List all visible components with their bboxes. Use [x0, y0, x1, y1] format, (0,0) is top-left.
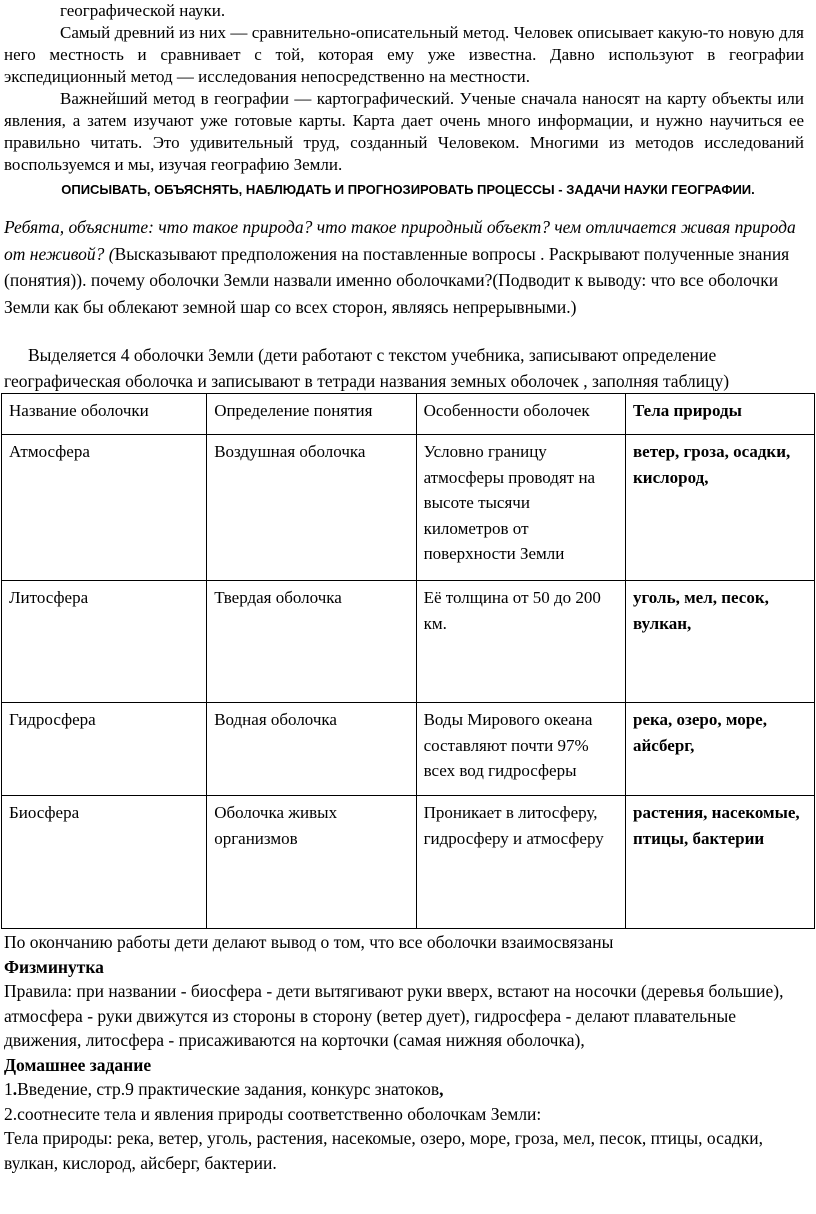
homework-item-1-number: 1 — [4, 1079, 13, 1099]
homework-title: Домашнее задание — [4, 1054, 152, 1075]
earth-spheres-table — [1, 393, 815, 929]
header-cell: Название оболочки — [2, 394, 207, 435]
homework-item-1-comma: , — [439, 1079, 444, 1099]
header-cell: Особенности оболочек — [416, 394, 625, 435]
table-cell: Атмосфера — [2, 435, 207, 581]
homework-item-3: Тела природы: река, ветер, уголь, растения, насекомые, озеро, море, гроза, мел, песок, птицы, осадки, вулкан, кислород, айсберг, бактерии. — [4, 1128, 763, 1173]
table-cell: растения, насекомые, птицы, бактерии — [625, 796, 814, 929]
table-cell: Оболочка живых организмов — [207, 796, 416, 929]
table-cell: река, озеро, море, айсберг, — [625, 703, 814, 796]
question-italic: Ребята, объясните: что такое природа? что такое природный объект? чем отличается живая природа от неживой? ( — [4, 217, 796, 264]
question-normal: Высказывают предположения на поставленные вопросы . Раскрывают полученные знания (понятия)). почему оболочки Земли назвали именно оболочками?(Подводит к выводу: что все оболочки Земли как бы облекают земной шар со всех сторон, являясь непрерывными.) — [4, 243, 790, 317]
homework-item-1-dot: . — [12, 1079, 18, 1099]
table-cell: Твердая оболочка — [207, 581, 416, 703]
table-cell: Литосфера — [2, 581, 207, 703]
fizminutka-title: Физминутка — [4, 956, 104, 977]
table-cell: Воздушная оболочка — [207, 435, 416, 581]
table-cell: Воды Мирового океана составляют почти 97% всех вод гидросферы — [416, 703, 625, 796]
homework-item-1-text: Введение, стр.9 практические задания, конкурс знатоков — [17, 1079, 440, 1099]
section-heading: ОПИСЫВАТЬ, ОБЪЯСНЯТЬ, НАБЛЮДАТЬ И ПРОГНОЗИРОВАТЬ ПРОЦЕССЫ - ЗАДАЧИ НАУКИ ГЕОГРАФИИ. — [61, 182, 755, 197]
table-cell: Биосфера — [2, 796, 207, 929]
table-row — [2, 796, 815, 929]
paragraph-descriptive-method: Самый древний из них — сравнительно-описательный метод. Человек описывает какую-то новую для него местность и сравнивает с той, которая ему уже известна. Давно используют в географии экспедиционный метод — исследования непосредственно на местности. — [4, 23, 804, 86]
table-cell: Проникает в литосферу, гидросферу и атмосферу — [416, 796, 625, 929]
table-cell: Водная оболочка — [207, 703, 416, 796]
table-cell: Гидросфера — [2, 703, 207, 796]
header-cell: Определение понятия — [207, 394, 416, 435]
question-paragraph — [0, 214, 816, 320]
after-table-section — [0, 930, 816, 1175]
homework-item-1 — [4, 1077, 812, 1102]
methods-text — [0, 0, 808, 176]
table-header-row — [2, 394, 815, 435]
table-row — [2, 435, 815, 581]
paragraph-cartographic-method: Важнейший метод в географии — картографический. Ученые сначала наносят на карту объекты или явления, а затем изучают уже готовые карты. Карта дает очень много информации, и нужно научиться ее правильно читать. Это удивительный труд, созданный Человеком. Многими из методов исследований воспользуемся и мы, изучая географию Земли. — [4, 89, 804, 174]
table-cell: уголь, мел, песок, вулкан, — [625, 581, 814, 703]
header-cell: Тела природы — [625, 394, 814, 435]
table-cell: Условно границу атмосферы проводят на высоте тысячи километров от поверхности Земли — [416, 435, 625, 581]
paragraph-continuation: географической науки. — [60, 1, 226, 20]
intro-paragraph — [0, 342, 816, 394]
table-row — [2, 581, 815, 703]
fizminutka-text: Правила: при названии - биосфера - дети вытягивают руки вверх, встают на носочки (деревья большие), атмосфера - руки движутся из стороны в сторону (ветер дует), гидросфера - делают плавательные движения, литосфера - присаживаются на корточки (самая нижняя оболочка), — [4, 981, 784, 1050]
intro-text: Выделяется 4 оболочки Земли (дети работают с текстом учебника, записывают определение географическая оболочка и записывают в тетради названия земных оболочек , заполняя таблицу) — [4, 345, 730, 391]
table-row — [2, 703, 815, 796]
conclusion-text: По окончанию работы дети делают вывод о том, что все оболочки взаимосвязаны — [4, 932, 614, 952]
homework-item-2: 2.соотнесите тела и явления природы соответственно оболочкам Земли: — [4, 1103, 542, 1124]
table-cell: Её толщина от 50 до 200 км. — [416, 581, 625, 703]
table-cell: ветер, гроза, осадки, кислород, — [625, 435, 814, 581]
